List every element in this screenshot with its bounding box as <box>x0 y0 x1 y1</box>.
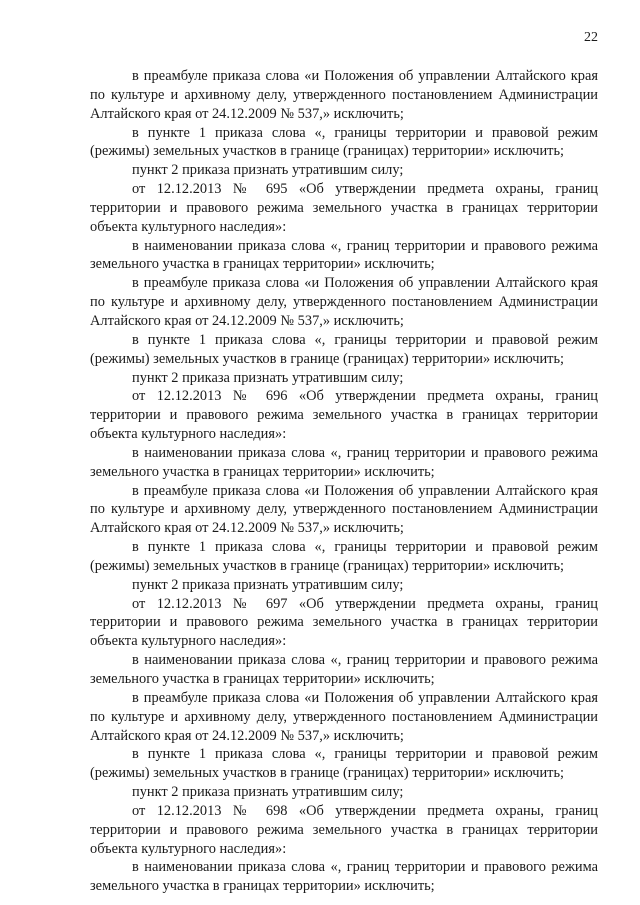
paragraph-preamble-amendment: в преамбуле приказа слова «и Положения об управлении Алтайского края по культуре и архивному делу, утвержденного постановлением Администрации Алтайского края от 24.12.2009 № 537,» исключить; <box>90 689 598 744</box>
paragraph-order-695: от 12.12.2013 № 695 «Об утверждении предмета охраны, границ территории и правового режима земельного участка в границах территории объекта культурного наследия»: <box>90 181 598 235</box>
document-body <box>90 67 598 896</box>
paragraph-order-698: от 12.12.2013 № 698 «Об утверждении предмета охраны, границ территории и правового режима земельного участка в границах территории объекта культурного наследия»: <box>90 802 598 857</box>
paragraph-title-amendment: в наименовании приказа слова «, границ территории и правового режима земельного участка в границах территории» исключить; <box>90 652 598 687</box>
page-number: 22 <box>584 30 598 45</box>
paragraph-clause1-amendment: в пункте 1 приказа слова «, границы территории и правовой режим (режимы) земельных участков в границе (границах) территории» исключить; <box>90 539 598 574</box>
paragraph-clause2-repeal: пункт 2 приказа признать утратившим силу; <box>132 784 404 801</box>
paragraph-title-amendment: в наименовании приказа слова «, границ территории и правового режима земельного участка в границах территории» исключить; <box>90 237 598 273</box>
paragraph-order-697: от 12.12.2013 № 697 «Об утверждении предмета охраны, границ территории и правового режима земельного участка в границах территории объекта культурного наследия»: <box>90 595 598 650</box>
paragraph-title-amendment: в наименовании приказа слова «, границ территории и правового режима земельного участка в границах территории» исключить; <box>90 859 598 895</box>
paragraph-clause1-amendment: в пункте 1 приказа слова «, границы территории и правовой режим (режимы) земельных участков в границе (границах) территории» исключить; <box>90 124 598 160</box>
paragraph-clause1-amendment: в пункте 1 приказа слова «, границы территории и правовой режим (режимы) земельных участков в границе (границах) территории» исключить; <box>90 746 598 782</box>
paragraph-clause2-repeal: пункт 2 приказа признать утратившим силу; <box>132 162 404 179</box>
paragraph-preamble-amendment: в преамбуле приказа слова «и Положения об управлении Алтайского края по культуре и архивному делу, утвержденного постановлением Администрации Алтайского края от 24.12.2009 № 537,» исключить; <box>90 482 598 537</box>
paragraph-title-amendment: в наименовании приказа слова «, границ территории и правового режима земельного участка в границах территории» исключить; <box>90 444 598 480</box>
paragraph-clause1-amendment: в пункте 1 приказа слова «, границы территории и правовой режим (режимы) земельных участков в границе (границах) территории» исключить; <box>90 331 598 367</box>
paragraph-order-696: от 12.12.2013 № 696 «Об утверждении предмета охраны, границ территории и правового режима земельного участка в границах территории объекта культурного наследия»: <box>90 388 598 443</box>
paragraph-clause2-repeal: пункт 2 приказа признать утратившим силу; <box>132 576 404 593</box>
paragraph-clause2-repeal: пункт 2 приказа признать утратившим силу; <box>132 369 404 386</box>
paragraph-preamble-amendment: в преамбуле приказа слова «и Положения об управлении Алтайского края по культуре и архивному делу, утвержденного постановлением Администрации Алтайского края от 24.12.2009 № 537,» исключить; <box>90 68 598 122</box>
paragraph-preamble-amendment: в преамбуле приказа слова «и Положения об управлении Алтайского края по культуре и архивному делу, утвержденного постановлением Администрации Алтайского края от 24.12.2009 № 537,» исключить; <box>90 275 598 329</box>
